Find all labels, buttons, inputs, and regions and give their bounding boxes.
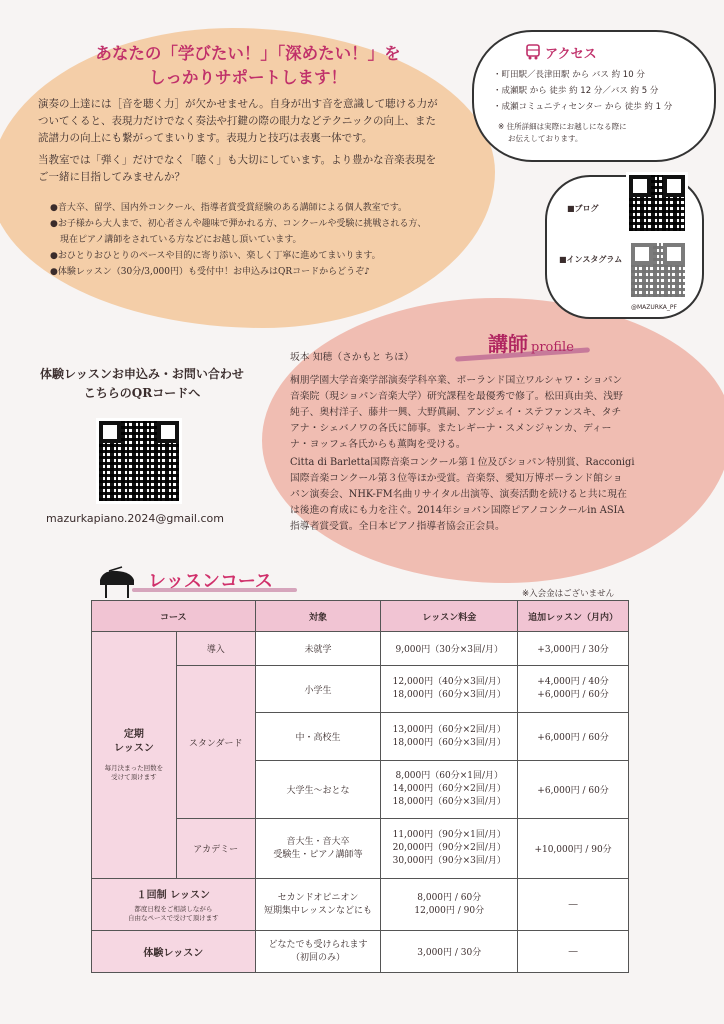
inquiry-line2: こちらのQRコードへ bbox=[83, 386, 201, 400]
course-name-academy: アカデミー bbox=[176, 819, 255, 879]
access-note-line: お伝えしております。 bbox=[508, 134, 583, 143]
course-name-intro: 導入 bbox=[176, 632, 255, 666]
teacher-name: 坂本 知穂（さかもと ちほ） bbox=[290, 352, 414, 363]
bullet-item: ●おひとりおひとりのペースや目的に寄り添い、楽しく丁寧に進めてまいります。 bbox=[50, 251, 381, 261]
bus-icon bbox=[525, 44, 541, 60]
target-line: （初回のみ） bbox=[291, 952, 346, 963]
extra-cell: +3,000円 / 30分 bbox=[518, 632, 629, 666]
fee-cell bbox=[381, 713, 518, 761]
hero-para1-line: ついてくると、表現力だけでなく奏法や打鍵の際の眼力などテクニックの向上、また bbox=[38, 115, 436, 127]
instagram-label: ■インスタグラム bbox=[559, 255, 623, 264]
target-cell bbox=[255, 931, 381, 973]
extra-cell: ― bbox=[518, 931, 629, 973]
extra-cell bbox=[518, 666, 629, 713]
instagram-qr-code[interactable] bbox=[628, 240, 688, 300]
course-name-standard: スタンダード bbox=[176, 666, 255, 819]
profile-line: アナ・シェバノワの各氏に師事。またレギーナ・スメンジャンカ、ディー bbox=[290, 423, 612, 434]
header-target: 対象 bbox=[255, 601, 381, 632]
regular-label-line: 定期 bbox=[123, 729, 144, 740]
hero-title-line1: あなたの「学びたい！」「深めたい！」を bbox=[95, 44, 401, 63]
hero-title bbox=[48, 42, 448, 90]
bullet-item-continued: 現在ピアノ講師をされている方などにお越し頂いています。 bbox=[60, 235, 302, 245]
hero-paragraph-2 bbox=[38, 152, 436, 186]
fee-cell bbox=[381, 761, 518, 819]
bullet-item: ●体験レッスン（30分/3,000円）も受付中！お申込みはQRコードからどうぞ♪ bbox=[50, 267, 370, 277]
hero-paragraph-1 bbox=[38, 96, 438, 147]
regular-label-line: レッスン bbox=[113, 743, 154, 754]
profile-paragraph-2 bbox=[290, 455, 700, 535]
extra-line: +6,000円 / 60分 bbox=[537, 690, 609, 700]
regular-sub-line: 受けて頂けます bbox=[111, 773, 157, 781]
blog-qr-code[interactable] bbox=[626, 172, 688, 234]
profile-line: 桐朋学園大学音楽学部演奏学科卒業、ポーランド国立ワルシャワ・ショパン bbox=[290, 375, 623, 386]
profile-line: 指導者賞受賞。全日本ピアノ指導者協会正会員。 bbox=[290, 521, 505, 532]
fee-line: 20,000円（90分×2回/月） bbox=[392, 843, 506, 853]
target-cell: 小学生 bbox=[255, 666, 381, 713]
table-row bbox=[92, 632, 629, 666]
fee-line: 18,000円（60分×3回/月） bbox=[392, 797, 506, 807]
hero-para1-line: 読譜力の向上にも繋がってまいります。表現力と技巧は表裏一体です。 bbox=[38, 132, 373, 144]
profile-line: Citta di Barletta国際音楽コンクール第１位及びショパン特別賞、Racconigi bbox=[290, 457, 635, 468]
target-line: 音大生・音大卒 bbox=[286, 836, 350, 847]
single-sub-line: 都度日程をご相談しながら bbox=[134, 905, 213, 913]
contact-email[interactable]: mazurkapiano.2024@gmail.com bbox=[46, 512, 224, 525]
profile-line: 音楽院（現ショパン音楽大学）研究課程を最優秀で修了。松田真由美、浅野 bbox=[290, 391, 623, 402]
header-course: コース bbox=[92, 601, 256, 632]
profile-line: ナ・ヨッフェ各氏からも薫陶を受ける。 bbox=[290, 439, 466, 450]
target-cell bbox=[255, 879, 381, 931]
regular-lesson-cell bbox=[92, 632, 177, 879]
fee-cell bbox=[381, 819, 518, 879]
header-extra-lesson: 追加レッスン（月内） bbox=[518, 601, 629, 632]
profile-line: 純子、奥村洋子、藤井一興、大野眞嗣、アンジェイ・ステファンスキ、タチ bbox=[290, 407, 622, 418]
hero-para2-line: ご一緒に目指してみませんか？ bbox=[38, 171, 185, 183]
target-line: 短期集中レッスンなどにも bbox=[264, 905, 372, 916]
fee-line: 18,000円（60分×3回/月） bbox=[392, 737, 506, 748]
fee-line: 14,000円（60分×2回/月） bbox=[392, 784, 506, 794]
target-cell bbox=[255, 819, 381, 879]
profile-line: は後進の育成にも力を注ぐ。2014年ショパン国際ピアノコンクールin ASIA bbox=[290, 505, 625, 516]
access-item: ・成瀬駅 から 徒歩 約 12 分／バス 約 5 分 bbox=[493, 86, 659, 96]
regular-lesson-label bbox=[94, 728, 174, 756]
fee-line: 18,000円（60分×3回/月） bbox=[392, 690, 506, 700]
fee-cell: 3,000円 / 30分 bbox=[381, 931, 518, 973]
blog-label: ■ブログ bbox=[567, 204, 599, 213]
header-fee: レッスン料金 bbox=[381, 601, 518, 632]
extra-cell: +6,000円 / 60分 bbox=[518, 713, 629, 761]
hero-title-line2: しっかりサポートします！ bbox=[149, 68, 347, 87]
access-title: アクセス bbox=[545, 47, 597, 62]
inquiry-heading bbox=[22, 365, 262, 403]
table-row bbox=[92, 931, 629, 973]
extra-cell: +6,000円 / 60分 bbox=[518, 761, 629, 819]
bullet-item: ●お子様から大人まで、初心者さんや趣味で弾かれる方、コンクールや受験に挑戦される方、 bbox=[50, 219, 427, 229]
single-lesson-sub bbox=[94, 905, 253, 923]
course-title: レッスンコース bbox=[148, 571, 273, 592]
access-note-line: ※ 住所詳細は実際にお越しになる際に bbox=[498, 122, 627, 131]
table-row bbox=[92, 879, 629, 931]
target-cell: 中・高校生 bbox=[255, 713, 381, 761]
target-cell: 大学生～おとな bbox=[255, 761, 381, 819]
fee-line: 12,000円 / 90分 bbox=[414, 905, 485, 916]
hero-para1-line: 演奏の上達には［音を聴く力］が欠かせません。自身が出す音を意識して聴ける力が bbox=[38, 98, 438, 110]
target-line: 受験生・ピアノ講師等 bbox=[273, 849, 363, 860]
fee-cell bbox=[381, 879, 518, 931]
access-item: ・成瀬コミュニティセンター から 徒歩 約 1 分 bbox=[493, 102, 673, 112]
single-lesson-cell bbox=[92, 879, 256, 931]
fee-line: 8,000円（60分×1回/月） bbox=[395, 771, 504, 781]
target-line: セカンドオピニオン bbox=[277, 892, 359, 903]
bullet-item: ●音大卒、留学、国内外コンクール、指導者賞受賞経験のある講師による個人教室です。 bbox=[50, 203, 408, 213]
no-enrollment-fee-note: ※入会金はございません bbox=[522, 589, 615, 599]
regular-lesson-sub bbox=[94, 764, 174, 782]
fee-line: 13,000円（60分×2回/月） bbox=[392, 724, 506, 735]
trial-lesson-label: 体験レッスン bbox=[92, 931, 256, 973]
extra-cell: +10,000円 / 90分 bbox=[518, 819, 629, 879]
table-header-row bbox=[92, 601, 629, 632]
profile-title-en: profile bbox=[531, 340, 574, 355]
profile-title-ja: 講師 bbox=[488, 332, 528, 356]
fee-cell bbox=[381, 666, 518, 713]
hero-para2-line: 当教室では「弾く」だけでなく「聴く」も大切にしています。より豊かな音楽表現を bbox=[38, 154, 437, 166]
access-item: ・町田駅／長津田駅 から バス 約 10 分 bbox=[493, 70, 645, 80]
regular-sub-line: 毎月決まった回数を bbox=[104, 764, 164, 772]
fee-line: 8,000円 / 60分 bbox=[417, 892, 482, 903]
profile-line: 国際音楽コンクール第３位等ほか受賞。音楽祭、愛知万博ポーランド館ショ bbox=[290, 473, 623, 484]
profile-paragraph-1 bbox=[290, 373, 700, 453]
course-fee-table bbox=[91, 600, 629, 973]
grand-piano-icon bbox=[97, 566, 137, 600]
target-line: どなたでも受けられます bbox=[268, 939, 368, 950]
extra-cell: ― bbox=[518, 879, 629, 931]
access-note bbox=[498, 121, 627, 145]
hero-bullets bbox=[50, 200, 426, 280]
single-sub-line: 自由なペースで受けて頂けます bbox=[127, 914, 219, 922]
target-cell: 未就学 bbox=[255, 632, 381, 666]
extra-line: +4,000円 / 40分 bbox=[537, 677, 609, 687]
inquiry-line1: 体験レッスンお申込み・お問い合わせ bbox=[40, 367, 244, 381]
single-lesson-label: １回制 レッスン bbox=[136, 890, 211, 901]
fee-cell: 9,000円（30分×3回/月） bbox=[381, 632, 518, 666]
fee-line: 12,000円（40分×3回/月） bbox=[392, 677, 506, 687]
inquiry-qr-code[interactable] bbox=[96, 418, 182, 504]
fee-line: 11,000円（90分×1回/月） bbox=[392, 830, 506, 840]
fee-line: 30,000円（90分×3回/月） bbox=[392, 856, 506, 866]
profile-line: パン演奏会、NHK-FM名曲リサイタル出演等、演奏活動を続けると共に現在 bbox=[290, 489, 627, 500]
instagram-handle: @MAZURKA_PF bbox=[631, 304, 677, 311]
